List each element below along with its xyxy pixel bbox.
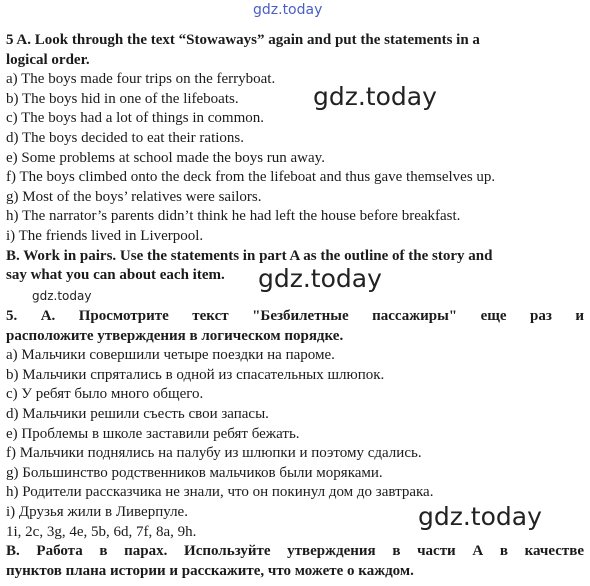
task-b-heading-cont: say what you can about each item. [6, 267, 225, 284]
watermark: gdz.today [418, 502, 542, 531]
task-b-heading-ru: В. Работа в парах. Используйте утверждения в части А в качестве [6, 543, 584, 560]
statement-item: g) Most of the boys’ relatives were sailors. [6, 188, 262, 205]
statement-item: f) The boys climbed onto the deck from the lifeboat and thus gave themselves up. [6, 169, 496, 186]
watermark-top: gdz.today [253, 2, 323, 18]
statement-item-ru: i) Друзья жили в Ливерпуле. [6, 503, 188, 520]
statement-list-en [6, 70, 584, 246]
task-a-heading-ru: 5. А. Просмотрите текст "Безбилетные пассажиры" еще раз и [6, 308, 584, 324]
english-exercise [6, 31, 584, 286]
statement-item: a) The boys made four trips on the ferryboat. [6, 71, 276, 88]
statement-item: c) The boys had a lot of things in common. [6, 110, 265, 127]
statement-item-ru: e) Проблемы в школе заставили ребят бежать. [6, 425, 300, 442]
task-a-heading-ru-cont: расположите утверждения в логическом порядке. [6, 327, 344, 344]
russian-exercise [6, 307, 584, 581]
statement-item: b) The boys hid in one of the lifeboats. [6, 90, 239, 107]
statement-item: h) The narrator’s parents didn’t think he had left the house before breakfast. [6, 208, 461, 225]
statement-item-ru: d) Мальчики решили съесть свои запасы. [6, 405, 269, 422]
statement-item-ru: h) Родители рассказчика не знали, что он покинул дом до завтрака. [6, 484, 434, 501]
statement-item-ru: g) Большинство родственников мальчиков были моряками. [6, 464, 383, 481]
watermark-small: gdz.today [32, 289, 92, 303]
statement-item-ru: f) Мальчики поднялись на палубу из шлюпки и поэтому сдались. [6, 445, 422, 462]
task-a-heading-cont: logical order. [6, 51, 90, 68]
watermark: gdz.today [313, 82, 437, 111]
watermark: gdz.today [258, 264, 382, 293]
answer-key: 1i, 2c, 3g, 4e, 5b, 6d, 7f, 8a, 9h. [6, 523, 197, 540]
statement-item-ru: a) Мальчики совершили четыре поездки на пароме. [6, 347, 335, 364]
statement-item-ru: c) У ребят было много общего. [6, 386, 204, 403]
statement-item: i) The friends lived in Liverpool. [6, 227, 204, 244]
statement-list-ru [6, 346, 584, 522]
task-a-heading: 5 A. Look through the text “Stowaways” again and put the statements in a [6, 32, 480, 48]
statement-item: d) The boys decided to eat their rations. [6, 129, 244, 146]
statement-item: e) Some problems at school made the boys run away. [6, 149, 325, 166]
task-b-heading: B. Work in pairs. Use the statements in part A as the outline of the story and [6, 247, 493, 264]
task-b-heading-ru-cont: пунктов плана истории и расскажите, что можете о каждом. [6, 562, 414, 579]
statement-item-ru: b) Мальчики спрятались в одной из спасательных шлюпок. [6, 366, 385, 383]
